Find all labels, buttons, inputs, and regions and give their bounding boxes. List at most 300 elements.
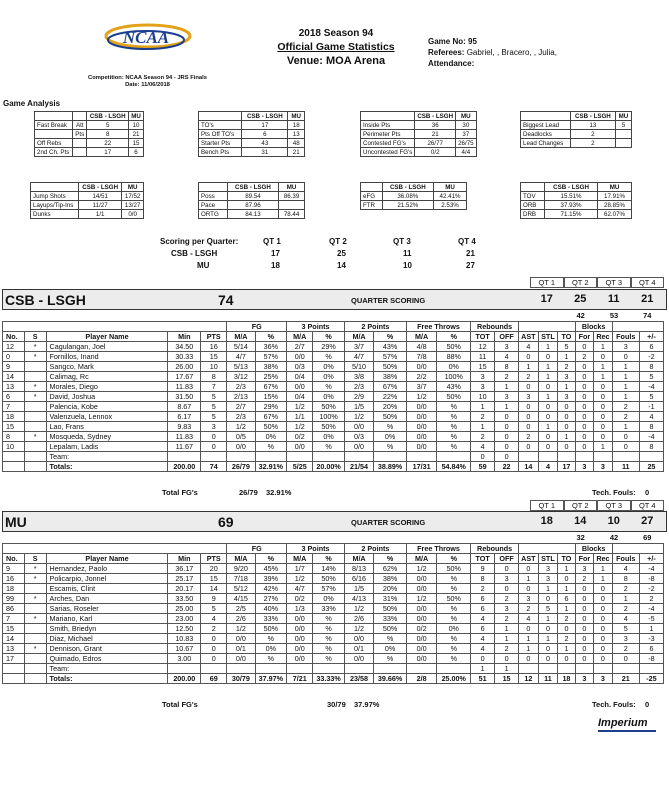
totals-cell: Totals: [46,674,168,684]
stat-cell: 12.50 [168,624,201,634]
stat-cell: 45% [255,564,287,574]
stat-cell: 11.83 [168,382,201,392]
analysis-cell: 6 [129,148,144,157]
team1-qt1-label: QT 1 [530,277,564,288]
stat-cell: 100% [313,412,345,422]
stat-cell: 1 [639,624,663,634]
stat-cell: 38% [374,372,407,382]
stat-cell: -8 [639,574,663,584]
stat-cell: 8 [201,372,227,382]
analysis-cell: 6 [242,130,288,139]
stat-cell: 0 [612,442,639,452]
stat-cell: % [437,644,471,654]
analysis-header-cell: MU [129,112,144,121]
imperium-logo [598,717,656,732]
team1-banner [2,289,667,310]
stat-cell: 8 [639,362,663,372]
stat-cell: 4 [612,564,639,574]
stat-cell: 5 [639,392,663,402]
stat-cell: % [255,654,287,664]
stat-cell: 57% [255,352,287,362]
player-row [3,634,664,644]
stat-cell: 10 [471,392,495,402]
player-row [3,574,664,584]
team1-q4: 21 [641,293,654,305]
spq-team2-q3: 10 [403,261,412,270]
stat-cell: -4 [639,432,663,442]
team-cell: 0 [495,452,519,462]
stat-cell: 0 [558,654,575,664]
stat-cell: 0 [575,624,594,634]
stat-cell: 15 [201,352,227,362]
totals-cell: 74 [201,462,227,472]
team-cell [255,664,287,674]
team-cell [24,664,46,674]
stat-cell: 2 [519,372,539,382]
stat-cell: % [255,634,287,644]
stat-cell: 14 [201,584,227,594]
stat-cell: 0/0 [287,644,313,654]
stat-cell [24,584,46,594]
totals-cell: 17 [558,462,575,472]
stat-cell: 30.33 [168,352,201,362]
stat-cell: 3/7 [406,382,436,392]
analysis-cell: Pace [199,201,228,210]
stat-cell: 29% [255,402,287,412]
team-cell [406,664,436,674]
stat-cell: 33% [313,604,345,614]
totals-cell: 23/58 [344,674,373,684]
stat-cell: 2 [612,604,639,614]
analysis-header-cell: CSB - LSGH [227,183,278,192]
column-group-header: FG [227,322,287,332]
spq-team1: CSB - LSGH [171,249,218,258]
analysis-row [35,130,144,139]
stat-cell: 1 [612,422,639,432]
analysis-title: Game Analysis [3,99,61,108]
analysis-row [361,139,477,148]
analysis-cell: Uncontested FG's [361,148,415,157]
team-row [3,664,664,674]
team-cell [374,452,407,462]
stat-cell: 1 [519,574,539,584]
stat-cell: 11.67 [168,442,201,452]
shot-type-table [30,182,144,219]
column-group-header: Rebounds [471,322,519,332]
stat-cell: * [24,392,46,402]
stat-cell: 0 [538,654,558,664]
stat-cell: 2/6 [227,614,255,624]
stat-cell: 4 [519,342,539,352]
stat-cell: 15 [3,624,25,634]
stat-cell: 4/8 [406,342,436,352]
totals-cell: 3 [594,674,613,684]
player-name: Sarias, Roseler [46,604,168,614]
stat-cell: % [437,634,471,644]
column-group-header [519,544,576,554]
totals-cell [24,462,46,472]
analysis-cell: 21.52% [382,201,434,210]
stat-cell: 5 [201,392,227,402]
stat-cell: % [437,604,471,614]
totals-cell: 11 [612,462,639,472]
analysis-cell: Fast Break [35,121,73,130]
stat-cell: 5 [538,604,558,614]
team2-cum3: 42 [609,533,619,542]
stat-cell: 0 [201,644,227,654]
stat-cell: 20 [201,564,227,574]
team-cell [201,452,227,462]
analysis-cell: 4/4 [456,148,476,157]
player-row [3,372,664,382]
stat-cell: 0 [538,412,558,422]
team1-cum2: 42 [576,311,585,320]
stat-cell: 6 [471,594,495,604]
stat-cell: 0/0 [406,412,436,422]
stat-cell: 0/0 [287,634,313,644]
analysis-row [199,148,305,157]
totals-cell [3,462,25,472]
totals-cell: 20.00% [313,462,345,472]
totals-cell: -25 [639,674,663,684]
analysis-cell: eFG [361,192,383,201]
player-row [3,442,664,452]
analysis-cell: Att [73,121,87,130]
stat-cell: 8.67 [168,402,201,412]
stat-cell: 0 [558,402,575,412]
analysis-cell: Contested FG's [361,139,415,148]
stat-cell: 3 [612,342,639,352]
analysis-cell: Deadlocks [521,130,571,139]
team2-tech-label: Tech. Fouls: [592,700,636,709]
analysis-cell: 14/51 [79,192,122,201]
stat-cell: 1/2 [406,564,436,574]
stat-cell: 20% [374,584,407,594]
analysis-cell: ORTG [199,210,228,219]
stat-cell: 3 [495,392,519,402]
team1-tech: 0 [645,488,650,497]
stat-cell: 0 [575,442,594,452]
stat-cell: 1/2 [344,412,373,422]
stat-cell: 0/0 [287,624,313,634]
stat-cell: 9 [471,564,495,574]
stat-cell: 0 [575,654,594,664]
stat-cell: 9 [201,594,227,604]
stat-cell: 0/1 [227,644,255,654]
team-cell [538,452,558,462]
team-cell [313,452,345,462]
stat-cell: 0 [538,644,558,654]
team-cell [594,664,613,674]
stat-cell: 3/7 [344,342,373,352]
stat-cell: 16 [3,574,25,584]
stat-cell: -3 [639,634,663,644]
column-header: AST [519,554,539,564]
stat-cell: 50% [313,574,345,584]
analysis-cell: 43 [242,139,288,148]
stat-cell: * [24,644,46,654]
stat-cell: % [255,442,287,452]
column-group-header: Blocks [575,322,612,332]
column-header: Fouls [612,332,639,342]
analysis-row [35,139,144,148]
totals-cell: 3 [575,674,594,684]
column-header: M/A [344,554,373,564]
player-name: Sangco, Mark [46,362,168,372]
player-name: Calimag, Rc [46,372,168,382]
stat-cell [24,654,46,664]
stat-cell: -4 [639,382,663,392]
pace-table [198,182,305,219]
analysis-header-cell [361,183,383,192]
stat-cell: 2/3 [227,412,255,422]
analysis-header-cell: MU [615,112,631,121]
stat-cell: 0 [201,432,227,442]
analysis-row [31,210,144,219]
column-header: STL [538,554,558,564]
team-cell [406,452,436,462]
stat-cell: 4 [201,614,227,624]
stat-cell: 67% [255,412,287,422]
stat-cell: 5/14 [227,342,255,352]
stat-cell: 0 [558,422,575,432]
stat-cell: 17 [3,654,25,664]
analysis-cell: TOV [521,192,545,201]
stat-cell: 7/18 [227,574,255,584]
stat-cell: 0 [558,574,575,584]
stat-cell: 7 [201,382,227,392]
analysis-header-row [521,183,632,192]
stat-cell [24,624,46,634]
team1-qt3-label: QT 3 [597,277,631,288]
stat-cell: 0 [201,634,227,644]
stat-cell: % [313,382,345,392]
stat-cell: % [437,412,471,422]
attendance: Attendance: [428,59,475,68]
stat-cell: 39% [255,574,287,584]
stat-cell: 0/0 [287,614,313,624]
stat-cell: -4 [639,564,663,574]
stat-cell: 2/6 [344,614,373,624]
stat-cell: 0 [594,584,613,594]
analysis-cell: 22 [87,139,129,148]
stat-cell: * [24,614,46,624]
stat-cell: 2/3 [227,382,255,392]
column-header: % [437,554,471,564]
referees [428,47,557,58]
totals-cell: 26/79 [227,462,255,472]
stat-cell: % [437,584,471,594]
stat-cell: 2 [639,594,663,604]
stat-cell: 1 [612,594,639,604]
stat-cell: 10.83 [168,634,201,644]
team2-tech: 0 [645,700,650,709]
stat-cell: % [374,422,407,432]
column-group-header [612,322,663,332]
team2-qt3-label: QT 3 [597,500,631,511]
analysis-cell: 71.15% [545,210,598,219]
stat-cell: 0/0 [406,644,436,654]
analysis-cell: 0/2 [415,148,456,157]
stat-cell: 2/2 [406,372,436,382]
stat-cell: 18 [3,584,25,594]
stat-cell: 1 [538,614,558,624]
stat-cell: 1 [594,574,613,584]
column-group-header: FG [227,544,287,554]
stat-cell: % [374,634,407,644]
team-cell [519,664,539,674]
stat-cell: 0 [538,402,558,412]
stat-cell: 0% [374,644,407,654]
stat-cell: % [374,654,407,664]
stat-cell: 8/13 [344,564,373,574]
team1-qt2-label: QT 2 [564,277,598,288]
stat-cell: 1 [495,624,519,634]
stat-cell: 3 [538,574,558,584]
analysis-cell: 78.44 [279,210,305,219]
season-label: 2018 Season 94 [298,28,374,39]
totals-cell: 38.89% [374,462,407,472]
stat-cell: 34.50 [168,342,201,352]
game-date: Date: 11/06/2018 [125,82,170,88]
analysis-header-row [31,183,144,192]
team-cell [575,452,594,462]
stat-cell: 0 [495,584,519,594]
stat-cell [24,442,46,452]
team2-qt2-label: QT 2 [564,500,598,511]
stat-cell: 0 [575,362,594,372]
stat-cell: 2 [495,372,519,382]
stat-cell: 0 [575,584,594,594]
team-cell [639,452,663,462]
analysis-cell: DRB [521,210,545,219]
stat-cell: 0/0 [287,382,313,392]
analysis-header-cell: MU [122,183,144,192]
column-group-row [3,544,664,554]
analysis-header-cell [35,112,73,121]
column-header-row [3,332,664,342]
analysis-cell: 1/1 [79,210,122,219]
column-header: % [374,554,407,564]
totals-cell: 25 [639,462,663,472]
column-header: TOT [471,554,495,564]
analysis-row [521,210,632,219]
player-name: Mariano, Karl [46,614,168,624]
stat-cell: 2 [495,644,519,654]
analysis-header-cell: MU [288,112,305,121]
analysis-row [521,201,632,210]
stat-cell: 0/0 [227,654,255,664]
stat-cell: 0 [594,634,613,644]
stat-cell: 10 [3,442,25,452]
stat-cell: 3 [612,634,639,644]
team-cell: 1 [471,664,495,674]
analysis-row [361,121,477,130]
team-cell [374,664,407,674]
column-header: M/A [406,554,436,564]
stat-cell: 0 [3,352,25,362]
analysis-row [199,139,305,148]
stat-cell: 1 [495,634,519,644]
analysis-cell [615,130,631,139]
analysis-row [361,130,477,139]
stat-cell: 3 [471,382,495,392]
stat-cell: 10.67 [168,644,201,654]
analysis-cell: 2nd Ch. Pts [35,148,73,157]
column-group-header: 3 Points [287,322,345,332]
stat-cell: 27% [255,594,287,604]
stat-cell: 1/7 [287,564,313,574]
stat-cell: 0/5 [227,432,255,442]
analysis-cell: 2 [570,130,615,139]
stat-cell: 1 [538,362,558,372]
stat-cell: 3 [519,392,539,402]
column-header: TOT [471,332,495,342]
stat-cell: 2 [471,432,495,442]
analysis-cell: 89.54 [227,192,278,201]
team-cell [24,452,46,462]
stat-cell: 40% [255,604,287,614]
stat-cell: 0 [201,442,227,452]
totals-cell: 69 [201,674,227,684]
spq-qt3: QT 3 [393,237,411,246]
stat-cell: * [24,594,46,604]
player-row [3,432,664,442]
analysis-cell: 21 [129,130,144,139]
stat-cell: 62% [374,564,407,574]
stat-cell: 0 [594,624,613,634]
analysis-cell: Lead Changes [521,139,571,148]
team-cell [612,452,639,462]
stat-cell: 31.50 [168,392,201,402]
stat-cell: 15 [471,362,495,372]
column-header: For [575,332,594,342]
stat-cell: 0 [495,422,519,432]
team-cell [437,664,471,674]
stat-cell: -4 [639,604,663,614]
stat-cell: 11 [471,352,495,362]
stat-cell: 3/12 [227,372,255,382]
stat-cell: 0/4 [287,372,313,382]
team1-cum3: 53 [609,311,619,320]
stat-cell: 57% [374,352,407,362]
column-header: No. [3,332,25,342]
analysis-cell: Poss [199,192,228,201]
analysis-cell: 86.39 [279,192,305,201]
analysis-cell: Bench Pts [199,148,242,157]
spq-team1-q3: 11 [403,249,412,258]
analysis-cell: 13 [570,121,615,130]
stat-cell: 1 [558,382,575,392]
totals-cell [24,674,46,684]
team-cell [313,664,345,674]
stat-cell: 0 [594,382,613,392]
stat-cell: 14% [313,564,345,574]
column-header: % [255,332,287,342]
stat-cell: 1/5 [344,402,373,412]
spq-qt4: QT 4 [458,237,476,246]
stat-cell: 0/0 [287,442,313,452]
stat-cell: 50% [313,402,345,412]
stat-cell: 1 [495,402,519,412]
player-row [3,362,664,372]
stat-cell: 5/12 [227,584,255,594]
column-header: % [313,554,345,564]
stat-cell: 1/2 [227,624,255,634]
stat-cell: % [437,402,471,412]
column-header: AST [519,332,539,342]
stat-cell: 2/5 [227,604,255,614]
